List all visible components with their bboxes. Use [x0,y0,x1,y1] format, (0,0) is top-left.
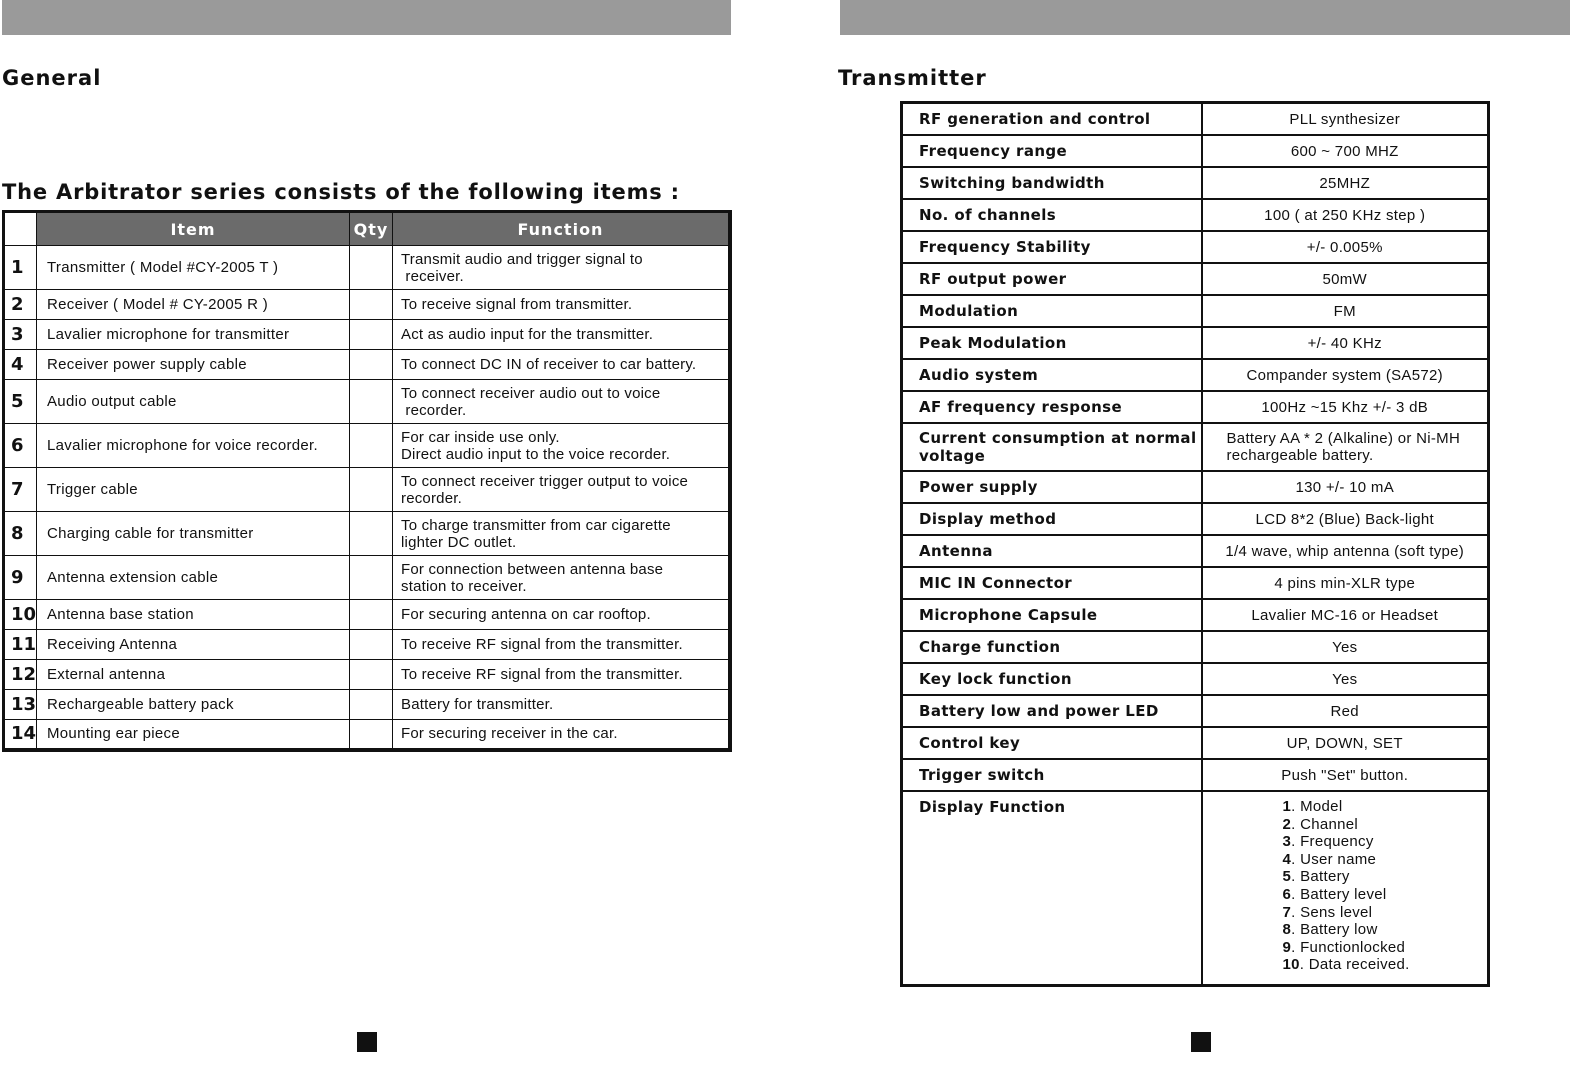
list-item-number: 7 [1282,903,1292,921]
table-row [4,660,731,690]
spec-value [1202,423,1489,471]
display-function-list [1203,798,1488,974]
row-item: Lavalier microphone for transmitter [37,320,350,350]
table-row [4,630,731,660]
spec-row-display-function [902,791,1489,986]
spec-value: 600 ~ 700 MHZ [1202,135,1489,167]
row-item: Charging cable for transmitter [37,512,350,556]
spec-value: +/- 40 KHz [1202,327,1489,359]
function-line: For connection between antenna base [401,560,664,578]
list-item-text: . Sens level [1291,903,1373,921]
spec-label: Modulation [902,295,1202,327]
spec-row [902,695,1489,727]
spec-row [902,103,1489,136]
row-item: Receiving Antenna [37,630,350,660]
row-number: 3 [4,320,37,350]
list-item-number: 4 [1282,850,1292,868]
spec-value-line: rechargeable battery. [1226,447,1374,464]
spec-value: 4 pins min-XLR type [1202,567,1489,599]
list-item-number: 3 [1282,833,1292,851]
table-row [4,246,731,290]
function-line: station to receiver. [401,577,527,595]
list-item [1283,886,1488,904]
row-number: 7 [4,468,37,512]
row-item: Antenna base station [37,600,350,630]
row-qty [350,720,393,750]
row-qty [350,630,393,660]
row-qty [350,660,393,690]
function-line: To connect DC IN of receiver to car battery. [401,356,697,373]
spec-row [902,327,1489,359]
spec-row [902,567,1489,599]
spec-row [902,503,1489,535]
function-line: Battery for transmitter. [401,696,554,713]
table-row [4,690,731,720]
function-line: Act as audio input for the transmitter. [401,326,654,343]
row-item: External antenna [37,660,350,690]
header-bar-right [840,0,1570,35]
row-function [393,512,731,556]
page-title-general: General [2,66,102,90]
function-line: receiver. [401,267,464,285]
list-item-number: 1 [1282,798,1292,815]
spec-value [1202,791,1489,986]
row-function [393,690,731,720]
function-line: To connect receiver audio out to voice [401,384,661,402]
spec-value: UP, DOWN, SET [1202,727,1489,759]
function-line: For securing antenna on car rooftop. [401,606,651,623]
function-line: Direct audio input to the voice recorder. [401,445,671,463]
spec-label: Audio system [902,359,1202,391]
list-item-number: 9 [1282,938,1292,956]
row-function [393,660,731,690]
list-item-text: . Battery [1291,868,1350,886]
table-row [4,290,731,320]
spec-row [902,423,1489,471]
spec-label: Power supply [902,471,1202,503]
spec-row [902,631,1489,663]
spec-row [902,599,1489,631]
row-function [393,600,731,630]
row-item: Receiver ( Model # CY-2005 R ) [37,290,350,320]
spec-label: AF frequency response [902,391,1202,423]
row-function [393,320,731,350]
function-line: lighter DC outlet. [401,533,517,551]
row-qty [350,600,393,630]
list-item-text: . Data received. [1299,956,1410,974]
spec-label: RF output power [902,263,1202,295]
row-function [393,720,731,750]
row-qty [350,246,393,290]
row-number: 4 [4,350,37,380]
list-item [1283,904,1488,922]
row-number: 1 [4,246,37,290]
row-item: Audio output cable [37,380,350,424]
row-function [393,246,731,290]
spec-row [902,727,1489,759]
row-number: 12 [4,660,37,690]
page-marker-left [357,1032,377,1052]
row-qty [350,350,393,380]
table-row [4,424,731,468]
page-marker-right [1191,1032,1211,1052]
section-subtitle: The Arbitrator series consists of the following items : [2,180,680,204]
row-number: 2 [4,290,37,320]
row-number: 14 [4,720,37,750]
list-item [1283,816,1488,834]
list-item [1283,939,1488,957]
spec-row [902,263,1489,295]
list-item [1283,956,1488,974]
spec-value: Yes [1202,663,1489,695]
row-item: Mounting ear piece [37,720,350,750]
table-row [4,468,731,512]
spec-label: Frequency Stability [902,231,1202,263]
list-item-number: 5 [1282,868,1292,886]
row-item: Receiver power supply cable [37,350,350,380]
row-number: 10 [4,600,37,630]
spec-value: +/- 0.005% [1202,231,1489,263]
row-function [393,556,731,600]
list-item-text: . Channel [1291,815,1359,833]
spec-value: Red [1202,695,1489,727]
list-item-number: 8 [1282,921,1292,939]
row-item: Rechargeable battery pack [37,690,350,720]
row-qty [350,556,393,600]
spec-value: 100Hz ~15 Khz +/- 3 dB [1202,391,1489,423]
spec-label: Display method [902,503,1202,535]
list-item [1283,921,1488,939]
list-item-text: . Battery low [1291,921,1378,939]
list-item [1283,851,1488,869]
spec-label: Battery low and power LED [902,695,1202,727]
row-qty [350,512,393,556]
row-function [393,350,731,380]
row-function [393,380,731,424]
row-function [393,468,731,512]
spec-value: 25MHZ [1202,167,1489,199]
list-item-text: . User name [1291,850,1377,868]
row-qty [350,320,393,350]
list-item-number: 10 [1282,956,1300,974]
table-row [4,556,731,600]
spec-label [902,423,1202,471]
spec-label: Peak Modulation [902,327,1202,359]
list-item [1283,868,1488,886]
list-item-text: . Model [1291,798,1343,815]
row-number: 11 [4,630,37,660]
items-table [2,210,732,752]
row-number: 13 [4,690,37,720]
spec-row [902,535,1489,567]
spec-row [902,231,1489,263]
row-function [393,290,731,320]
spec-value: Lavalier MC-16 or Headset [1202,599,1489,631]
row-item: Lavalier microphone for voice recorder. [37,424,350,468]
function-line: For securing receiver in the car. [401,725,618,743]
row-function [393,424,731,468]
spec-label-line: voltage [919,447,986,465]
table-row [4,380,731,424]
row-qty [350,468,393,512]
spec-value: 100 ( at 250 KHz step ) [1202,199,1489,231]
items-table-header [4,212,731,246]
header-function: Function [393,212,731,246]
list-item-text: . Functionlocked [1291,938,1406,956]
spec-label: Frequency range [902,135,1202,167]
list-item-number: 2 [1282,815,1292,833]
spec-label: MIC IN Connector [902,567,1202,599]
function-line: To receive RF signal from the transmitter. [401,636,683,653]
header-item: Item [37,212,350,246]
spec-row [902,391,1489,423]
spec-label: Control key [902,727,1202,759]
spec-row [902,167,1489,199]
table-row [4,600,731,630]
row-item: Antenna extension cable [37,556,350,600]
spec-label: Charge function [902,631,1202,663]
spec-label: RF generation and control [902,103,1202,136]
row-function [393,630,731,660]
spec-value: FM [1202,295,1489,327]
spec-value: Push "Set" button. [1202,759,1489,791]
spec-row [902,471,1489,503]
list-item-number: 6 [1282,885,1292,903]
row-number: 6 [4,424,37,468]
header-bar-left [2,0,731,35]
row-number: 5 [4,380,37,424]
spec-value: LCD 8*2 (Blue) Back-light [1202,503,1489,535]
spec-row [902,359,1489,391]
spec-label: Trigger switch [902,759,1202,791]
list-item [1283,798,1488,816]
list-item-text: . Battery level [1291,885,1387,903]
row-qty [350,380,393,424]
function-line: recorder. [401,489,462,507]
table-row [4,320,731,350]
spec-row [902,295,1489,327]
spec-label: No. of channels [902,199,1202,231]
spec-value: Yes [1202,631,1489,663]
spec-label: Display Function [902,791,1202,986]
function-line: To receive RF signal from the transmitter. [401,666,683,683]
spec-value: PLL synthesizer [1202,103,1489,136]
function-line: Transmit audio and trigger signal to [401,250,643,268]
header-qty: Qty [350,212,393,246]
table-row [4,720,731,750]
row-item: Trigger cable [37,468,350,512]
spec-row [902,663,1489,695]
spec-row [902,199,1489,231]
function-line: To connect receiver trigger output to voice [401,472,689,490]
spec-label: Antenna [902,535,1202,567]
list-item [1283,833,1488,851]
spec-value: 130 +/- 10 mA [1202,471,1489,503]
spec-label: Key lock function [902,663,1202,695]
row-number: 8 [4,512,37,556]
function-line: For car inside use only. [401,428,560,446]
row-number: 9 [4,556,37,600]
spec-value: Compander system (SA572) [1202,359,1489,391]
spec-row [902,135,1489,167]
list-item-text: . Frequency [1291,833,1374,851]
page-title-transmitter: Transmitter [838,66,987,90]
function-line: To charge transmitter from car cigarette [401,516,671,534]
spec-row [902,759,1489,791]
spec-table [900,101,1490,987]
header-corner [4,212,37,246]
spec-label-line: Current consumption at normal [919,429,1197,447]
row-qty [350,290,393,320]
function-line: To receive signal from transmitter. [401,296,633,313]
spec-label: Switching bandwidth [902,167,1202,199]
row-qty [350,690,393,720]
row-qty [350,424,393,468]
table-row [4,512,731,556]
table-row [4,350,731,380]
spec-label: Microphone Capsule [902,599,1202,631]
function-line: recorder. [401,401,467,419]
spec-value: 1/4 wave, whip antenna (soft type) [1202,535,1489,567]
spec-value-line: Battery AA * 2 (Alkaline) or Ni-MH [1226,430,1461,447]
spec-value: 50mW [1202,263,1489,295]
row-item: Transmitter ( Model #CY-2005 T ) [37,246,350,290]
